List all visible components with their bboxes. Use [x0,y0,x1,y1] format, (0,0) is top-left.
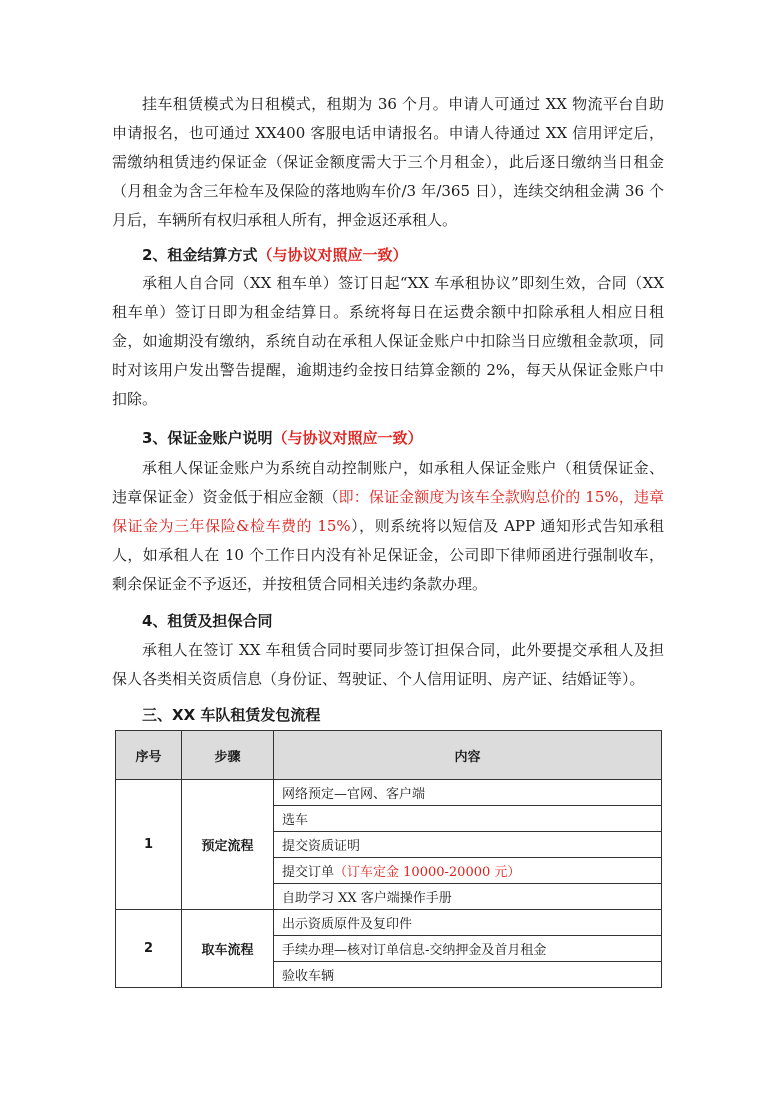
section4-heading: 4、租赁及担保合同 [142,612,273,630]
main-section-heading: 三、XX 车队租赁发包流程 [142,706,321,724]
row-num: 1 [116,780,182,910]
row-step: 预定流程 [182,780,274,910]
table-cell: 验收车辆 [274,962,662,988]
deposit-note: （订车定金 10000-20000 元） [334,865,521,880]
header-content: 内容 [274,731,662,780]
section3-text-red: 即：保证金额度为该车全款购总价的 15%，违章保证金为三年保险&检车费的 15% [112,488,664,535]
header-num: 序号 [116,731,182,780]
table-cell: 选车 [274,806,662,832]
section3-note: （与协议对照应一致） [272,429,423,447]
section2-note: （与协议对照应一致） [257,246,408,264]
section4-paragraph: 承租人在签订 XX 车租赁合同时要同步签订担保合同，此外要提交承租人及担保人各类相关资质信息（身份证、驾驶证、个人信用证明、房产证、结婚证等）。 [112,641,664,688]
section3-heading [142,427,422,449]
header-step: 步骤 [182,731,274,780]
table-row [116,780,662,806]
section2-paragraph: 承租人自合同（XX 租车单）签订日起“XX 车承租协议”即刻生效，合同（XX 租车单）签订日即为租金结算日。系统将每日在运费余额中扣除承租人相应日租金，如逾期没有缴纳，系统自动在承租人保证金账户中扣除当日应缴租金款项，同时对该用户发出警告提醒，逾期违约金按日结算金额的 2%，每天从保证金账户中扣除。 [112,274,664,408]
table-cell: 自助学习 XX 客户端操作手册 [274,884,662,910]
row-step: 取车流程 [182,910,274,988]
table-header-row [116,731,662,780]
table-cell [274,858,662,884]
intro-paragraph: 挂车租赁模式为日租模式，租期为 36 个月。申请人可通过 XX 物流平台自助申请报名，也可通过 XX400 客服电话申请报名。申请人待通过 XX 信用评定后，需缴纳租赁违约保证金（保证金额度需大于三个月租金），此后逐日缴纳当日租金（月租金为含三年检车及保险的落地购车价/3 年/365 日），连续交纳租金满 36 个月后，车辆所有权归承租人所有，押金返还承租人。 [112,95,664,229]
section2-title: 2、租金结算方式 [142,246,258,264]
table-cell: 网络预定—官网、客户端 [274,780,662,806]
process-table [115,730,662,988]
row-num: 2 [116,910,182,988]
section3-paragraph [112,454,664,599]
cell-text: 提交订单 [282,865,335,880]
table-cell: 手续办理—核对订单信息-交纳押金及首月租金 [274,936,662,962]
section3-text-after: ），则系统将以短信及 APP 通知形式告知承租人，如承租人在 10 个工作日内没有补足保证金，公司即下律师函进行强制收车，剩余保证金不予返还，并按租赁合同相关违约条款办理。 [112,517,664,593]
section3-title: 3、保证金账户说明 [142,429,273,447]
table-cell: 提交资质证明 [274,832,662,858]
section3-text-before: 承租人保证金账户为系统自动控制账户，如承租人保证金账户（租赁保证金、违章保证金）资金低于相应金额（ [112,459,664,506]
table-row [116,910,662,936]
section2-heading [142,244,407,266]
table-cell: 出示资质原件及复印件 [274,910,662,936]
